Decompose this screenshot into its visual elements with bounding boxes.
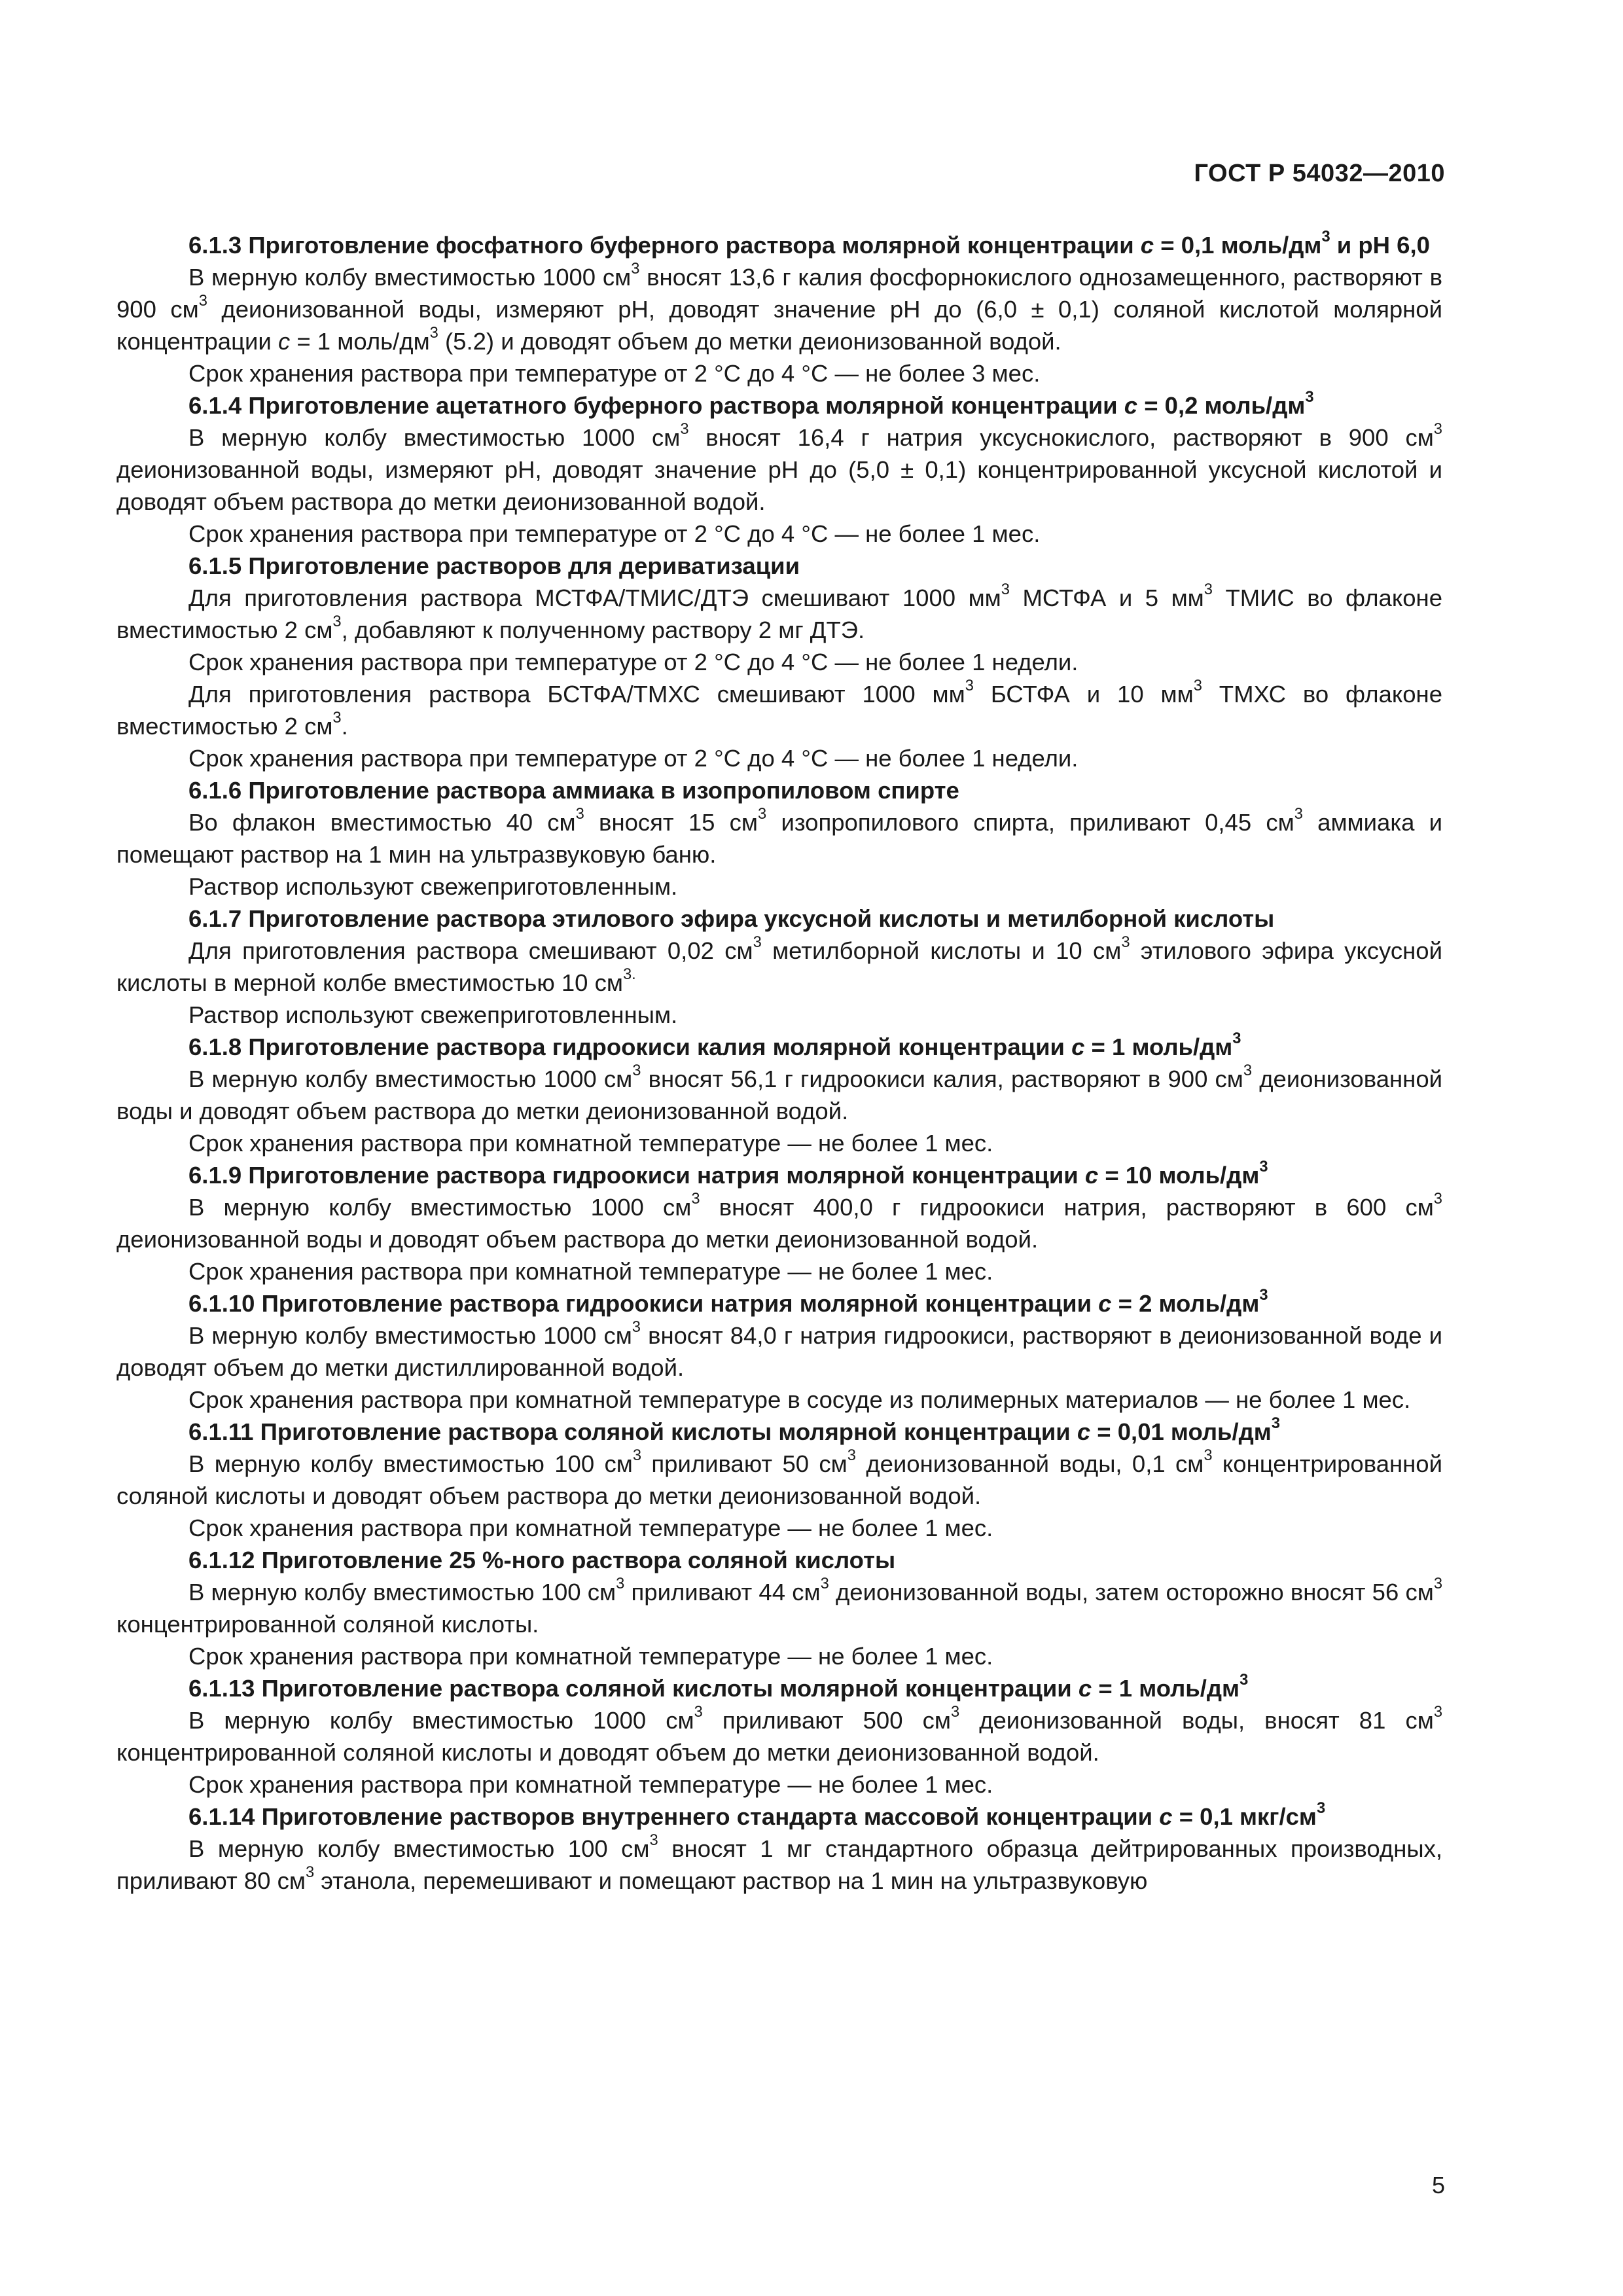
body-paragraph: Для приготовления раствора смешивают 0,02 $см^3$ метилборной кислоты и 10 $см^3$ этилового эфира уксусной кислоты в мерной колбе вместимостью 10 $см^{3.}$ — [116, 934, 1442, 996]
section-heading: 6.1.12 Приготовление 25 %-ного раствора соляной кислоты — [188, 1547, 896, 1573]
body-paragraph: Срок хранения раствора при температуре от 2 °С до 4 °С — не более 3 мес. — [188, 360, 1041, 387]
body-paragraph: В мерную колбу вместимостью 100 $см^3$ приливают 50 $см^3$ деионизованной воды, 0,1 $см^3$ концентрированной соляной кислоты и доводят объем раствора до метки деионизованной водой. — [116, 1447, 1442, 1509]
section-heading: 6.1.5 Приготовление растворов для дериватизации — [188, 552, 800, 579]
body-paragraph: В мерную колбу вместимостью 1000 $см^3$ вносят 13,6 г калия фосфорнокислого однозамещенного, растворяют в 900 $см^3$ деионизованной воды, измеряют рН, доводят значение рН до (6,0 ± 0,1) соляной кислотой молярной концентрации с = 1 моль/$дм^3$ (5.2) и доводят объем до метки деионизованной водой. — [116, 260, 1443, 355]
body-paragraph: В мерную колбу вместимостью 1000 $см^3$ вносят 400,0 г гидроокиси натрия, растворяют в 600 $см^3$ деионизованной воды и доводят объем раствора до метки деионизованной водой. — [116, 1191, 1442, 1253]
document-body — [116, 229, 1442, 1897]
section-heading: 6.1.9 Приготовление раствора гидроокиси натрия молярной концентрации с = 10 моль/$дм^3$ — [188, 1158, 1268, 1189]
body-paragraph: Для приготовления раствора БСТФА/ТМХС смешивают 1000 $мм^3$ БСТФА и 10 $мм^3$ ТМХС во флаконе вместимостью 2 $см^3$. — [116, 677, 1443, 740]
body-paragraph: Срок хранения раствора при температуре от 2 °С до 4 °С — не более 1 мес. — [188, 520, 1041, 547]
body-paragraph: Срок хранения раствора при комнатной температуре — не более 1 мес. — [188, 1130, 993, 1157]
section-heading: 6.1.4 Приготовление ацетатного буферного раствора молярной концентрации с = 0,2 моль/$дм^3$ — [188, 389, 1314, 419]
section-heading: 6.1.11 Приготовление раствора соляной кислоты молярной концентрации с = 0,01 моль/$дм^3$ — [188, 1415, 1280, 1445]
body-paragraph: Срок хранения раствора при комнатной температуре — не более 1 мес. — [188, 1771, 993, 1798]
body-paragraph: В мерную колбу вместимостью 1000 $см^3$ приливают 500 $см^3$ деионизованной воды, вносят 81 $см^3$ концентрированной соляной кислоты и доводят объем до метки деионизованной водой. — [116, 1704, 1443, 1766]
section-heading: 6.1.14 Приготовление растворов внутреннего стандарта массовой концентрации с = 0,1 мкг/$см^3$ — [188, 1800, 1326, 1830]
body-paragraph: Раствор используют свежеприготовленным. — [188, 1001, 678, 1028]
section-heading: 6.1.8 Приготовление раствора гидроокиси калия молярной концентрации с = 1 моль/$дм^3$ — [188, 1030, 1241, 1060]
body-paragraph: Для приготовления раствора МСТФА/ТМИС/ДТЭ смешивают 1000 $мм^3$ МСТФА и 5 $мм^3$ ТМИС во флаконе вместимостью 2 $см^3$, добавляют к полученному раствору 2 мг ДТЭ. — [116, 581, 1442, 643]
body-paragraph: Срок хранения раствора при комнатной температуре — не более 1 мес. — [188, 1643, 993, 1670]
page-number: 5 — [1431, 2172, 1445, 2198]
body-paragraph: Срок хранения раствора при комнатной температуре — не более 1 мес. — [188, 1515, 993, 1541]
body-paragraph: В мерную колбу вместимостью 1000 $см^3$ вносят 84,0 г натрия гидроокиси, растворяют в деионизованной воде и доводят объем до метки дистиллированной водой. — [116, 1319, 1443, 1381]
body-paragraph: В мерную колбу вместимостью 100 $см^3$ приливают 44 $см^3$ деионизованной воды, затем осторожно вносят 56 $см^3$ концентрированной соляной кислоты. — [116, 1575, 1443, 1638]
body-paragraph: Срок хранения раствора при температуре от 2 °С до 4 °С — не более 1 недели. — [188, 649, 1079, 675]
section-heading: 6.1.7 Приготовление раствора этилового эфира уксусной кислоты и метилборной кислоты — [188, 905, 1275, 932]
document-standard-number: ГОСТ Р 54032—2010 — [1194, 160, 1445, 187]
body-paragraph: Срок хранения раствора при комнатной температуре в сосуде из полимерных материалов — не более 1 мес. — [188, 1386, 1411, 1413]
body-paragraph: Срок хранения раствора при комнатной температуре — не более 1 мес. — [188, 1258, 993, 1285]
body-paragraph: Срок хранения раствора при температуре от 2 °С до 4 °С — не более 1 недели. — [188, 745, 1079, 772]
body-paragraph: В мерную колбу вместимостью 1000 $см^3$ вносят 16,4 г натрия уксуснокислого, растворяют в 900 $см^3$ деионизованной воды, измеряют рН, доводят значение рН до (5,0 ± 0,1) концентрированной уксусной кислотой и доводят объем раствора до метки деионизованной водой. — [116, 421, 1442, 515]
section-heading: 6.1.3 Приготовление фосфатного буферного раствора молярной концентрации с = 0,1 моль/$дм^3$ и рН 6,0 — [188, 228, 1430, 259]
section-heading: 6.1.10 Приготовление раствора гидроокиси натрия молярной концентрации с = 2 моль/$дм^3$ — [188, 1287, 1268, 1317]
body-paragraph: В мерную колбу вместимостью 100 $см^3$ вносят 1 мг стандартного образца дейтрированных производных, приливают 80 $см^3$ этанола, перемешивают и помещают раствор на 1 мин на ультразвуковую — [116, 1832, 1442, 1894]
section-heading: 6.1.6 Приготовление раствора аммиака в изопропиловом спирте — [188, 777, 959, 804]
section-heading: 6.1.13 Приготовление раствора соляной кислоты молярной концентрации с = 1 моль/$дм^3$ — [188, 1672, 1249, 1702]
body-paragraph: Раствор используют свежеприготовленным. — [188, 873, 678, 900]
body-paragraph: Во флакон вместимостью 40 $см^3$ вносят 15 $см^3$ изопропилового спирта, приливают 0,45 $см^3$ аммиака и помещают раствор на 1 мин на ультразвуковую баню. — [116, 806, 1443, 868]
body-paragraph: В мерную колбу вместимостью 1000 $см^3$ вносят 56,1 г гидроокиси калия, растворяют в 900 $см^3$ деионизованной воды и доводят объем раствора до метки деионизованной водой. — [116, 1062, 1443, 1124]
